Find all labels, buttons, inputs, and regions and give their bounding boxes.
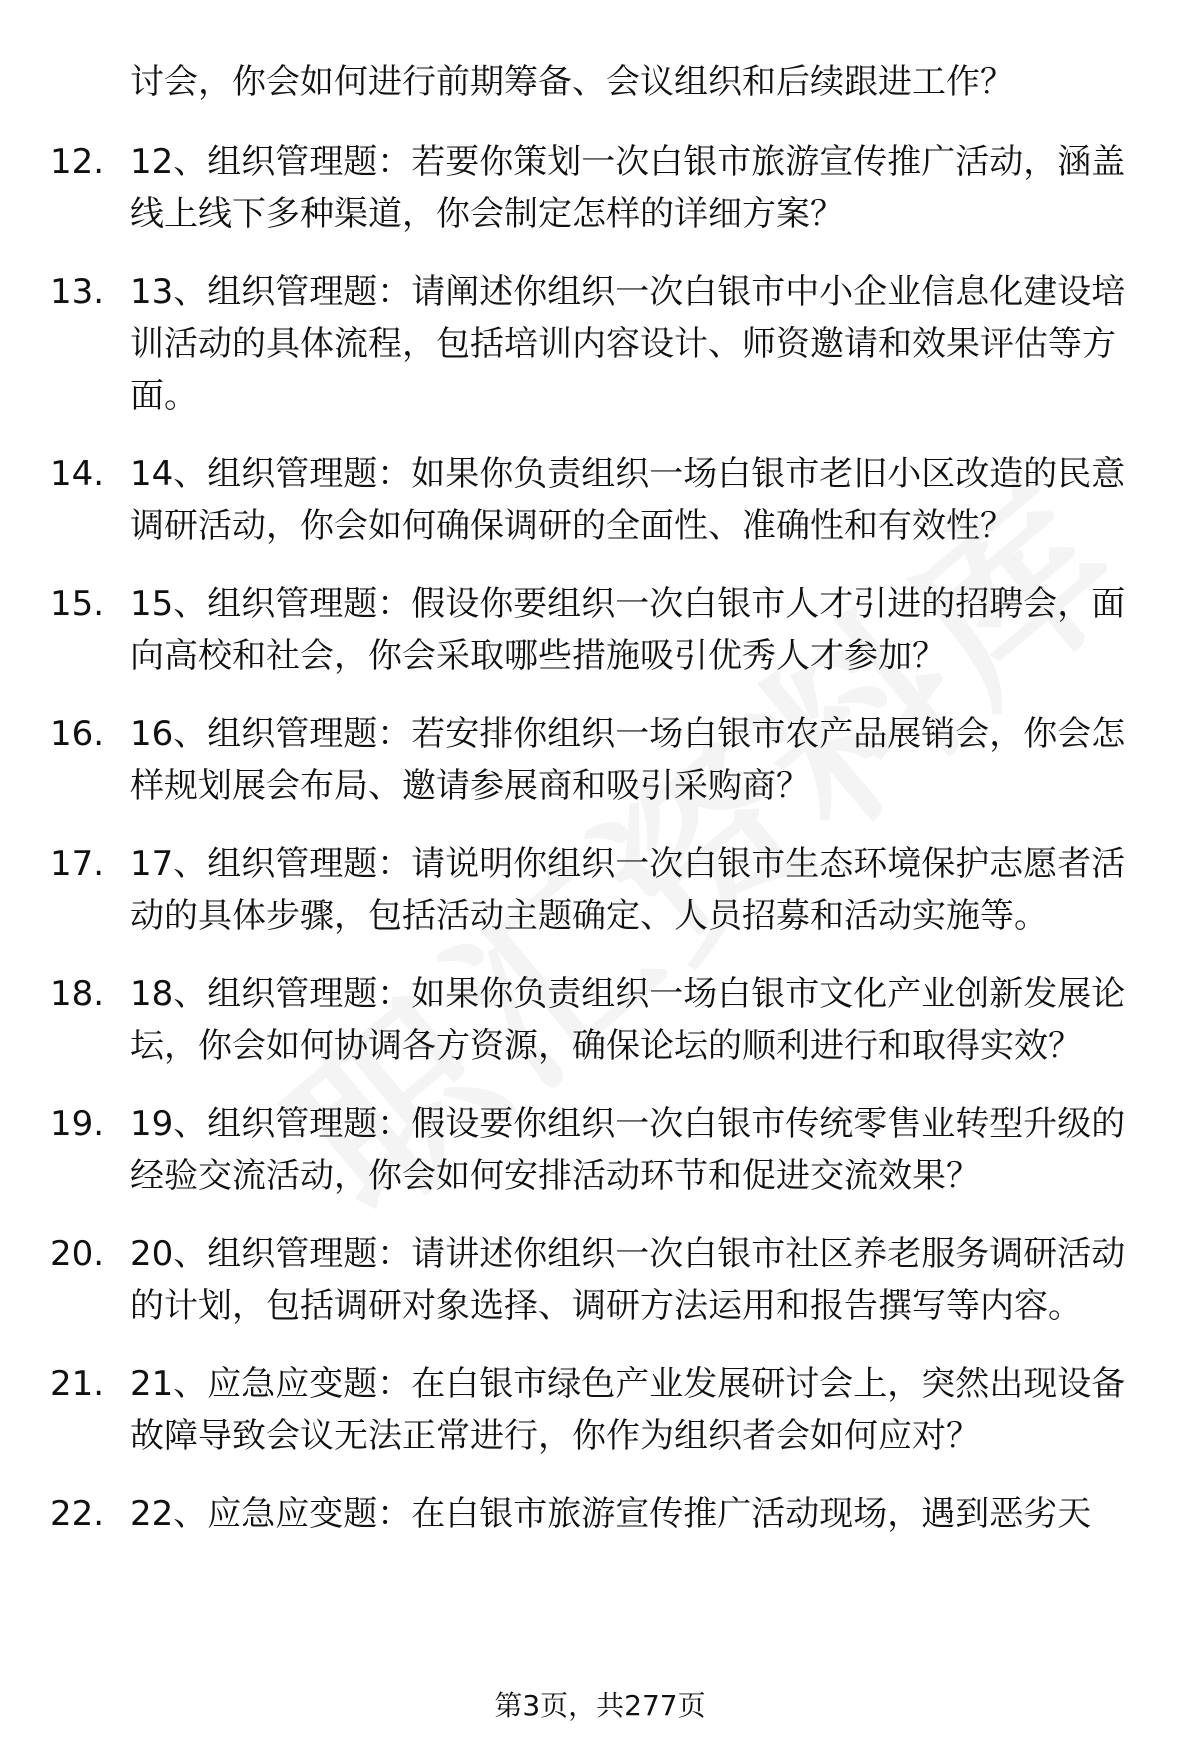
list-item	[0, 578, 1200, 682]
list-item	[0, 1098, 1200, 1202]
list-item	[0, 838, 1200, 942]
item-text: 22、应急应变题：在白银市旅游宣传推广活动现场，遇到恶劣天	[130, 1494, 1092, 1534]
list-item	[0, 1228, 1200, 1332]
item-number: 13.	[50, 272, 105, 312]
item-number: 14.	[50, 454, 105, 494]
list-item	[0, 266, 1200, 422]
item-text: 18、组织管理题：如果你负责组织一场白银市文化产业创新发展论坛，你会如何协调各方资源，确保论坛的顺利进行和取得实效？	[130, 974, 1126, 1066]
list-item	[0, 136, 1200, 240]
list-item	[0, 1488, 1200, 1540]
item-number: 21.	[50, 1364, 105, 1404]
continuation-text: 讨会，你会如何进行前期筹备、会议组织和后续跟进工作？	[130, 62, 1014, 102]
item-number: 16.	[50, 714, 105, 754]
item-number: 15.	[50, 584, 105, 624]
item-text: 20、组织管理题：请讲述你组织一次白银市社区养老服务调研活动的计划，包括调研对象选择、调研方法运用和报告撰写等内容。	[130, 1234, 1126, 1326]
list-item	[0, 968, 1200, 1072]
item-text: 15、组织管理题：假设你要组织一次白银市人才引进的招聘会，面向高校和社会，你会采取哪些措施吸引优秀人才参加？	[130, 584, 1126, 676]
item-number: 19.	[50, 1104, 105, 1144]
question-list	[0, 136, 1200, 1566]
item-text: 16、组织管理题：若安排你组织一场白银市农产品展销会，你会怎样规划展会布局、邀请参展商和吸引采购商？	[130, 714, 1126, 806]
item-number: 17.	[50, 844, 105, 884]
item-number: 20.	[50, 1234, 105, 1274]
item-text: 19、组织管理题：假设要你组织一次白银市传统零售业转型升级的经验交流活动，你会如何安排活动环节和促进交流效果？	[130, 1104, 1126, 1196]
list-item	[0, 708, 1200, 812]
item-text: 21、应急应变题：在白银市绿色产业发展研讨会上，突然出现设备故障导致会议无法正常进行，你作为组织者会如何应对？	[130, 1364, 1126, 1456]
list-item	[0, 448, 1200, 552]
item-text: 13、组织管理题：请阐述你组织一次白银市中小企业信息化建设培训活动的具体流程，包括培训内容设计、师资邀请和效果评估等方面。	[130, 272, 1126, 416]
item-text: 17、组织管理题：请说明你组织一次白银市生态环境保护志愿者活动的具体步骤，包括活动主题确定、人员招募和活动实施等。	[130, 844, 1126, 936]
list-item	[0, 1358, 1200, 1462]
item-text: 14、组织管理题：如果你负责组织一场白银市老旧小区改造的民意调研活动，你会如何确保调研的全面性、准确性和有效性？	[130, 454, 1126, 546]
page-footer: 第3页，共277页	[494, 1689, 706, 1722]
item-number: 12.	[50, 142, 105, 182]
item-text: 12、组织管理题：若要你策划一次白银市旅游宣传推广活动，涵盖线上线下多种渠道，你会制定怎样的详细方案？	[130, 142, 1126, 234]
item-number: 22.	[50, 1494, 105, 1534]
item-number: 18.	[50, 974, 105, 1014]
